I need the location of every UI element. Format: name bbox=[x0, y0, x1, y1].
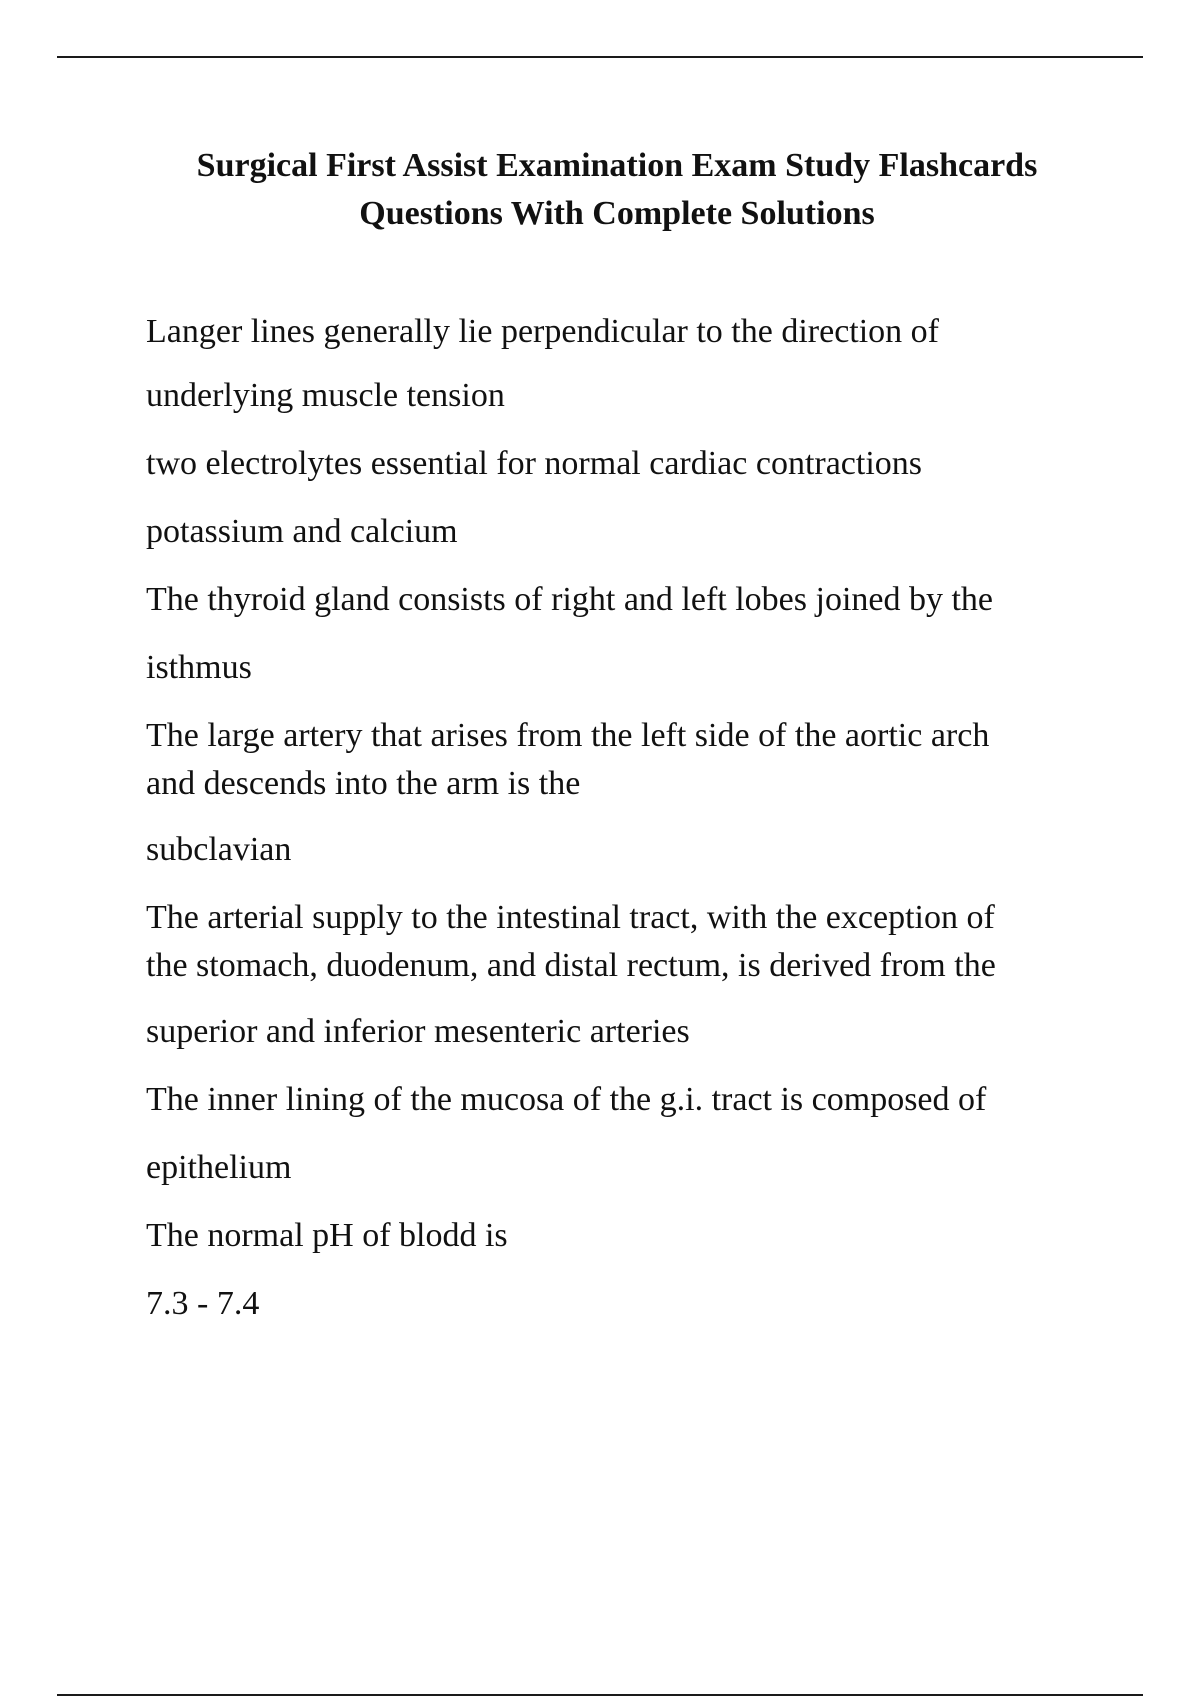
flashcard-answer: epithelium bbox=[146, 1149, 292, 1186]
flashcard-answer: potassium and calcium bbox=[146, 513, 458, 550]
flashcard-question bbox=[146, 1212, 1106, 1260]
question-line: The large artery that arises from the left side of the aortic arch bbox=[146, 717, 990, 754]
bottom-rule bbox=[57, 1694, 1143, 1696]
flashcard-answer: isthmus bbox=[146, 649, 252, 686]
question-line: Langer lines generally lie perpendicular to the direction of bbox=[146, 313, 940, 350]
question-line: The inner lining of the mucosa of the g.i. tract is composed of bbox=[146, 1081, 987, 1118]
title-line-2: Questions With Complete Solutions bbox=[359, 195, 875, 232]
top-rule bbox=[57, 56, 1143, 58]
flashcard-question bbox=[146, 308, 1106, 356]
title-line-1: Surgical First Assist Examination Exam Study Flashcards bbox=[196, 147, 1038, 184]
flashcard-answer: underlying muscle tension bbox=[146, 377, 505, 414]
question-line: The normal pH of blodd is bbox=[146, 1217, 508, 1254]
flashcard-answer: superior and inferior mesenteric arteries bbox=[146, 1013, 690, 1050]
flashcard-answer: subclavian bbox=[146, 831, 292, 868]
question-line: the stomach, duodenum, and distal rectum, is derived from the bbox=[146, 947, 996, 984]
question-line: The thyroid gland consists of right and left lobes joined by the bbox=[146, 581, 994, 618]
document-title bbox=[57, 142, 1177, 238]
flashcard-question bbox=[146, 576, 1106, 624]
question-line: and descends into the arm is the bbox=[146, 765, 581, 802]
flashcard-question bbox=[146, 440, 1106, 488]
question-line: The arterial supply to the intestinal tract, with the exception of bbox=[146, 899, 995, 936]
flashcard-answer: 7.3 - 7.4 bbox=[146, 1285, 260, 1322]
question-line: two electrolytes essential for normal cardiac contractions bbox=[146, 445, 923, 482]
flashcard-question bbox=[146, 1076, 1106, 1124]
flashcard-question bbox=[146, 712, 1106, 808]
flashcard-question bbox=[146, 894, 1106, 990]
